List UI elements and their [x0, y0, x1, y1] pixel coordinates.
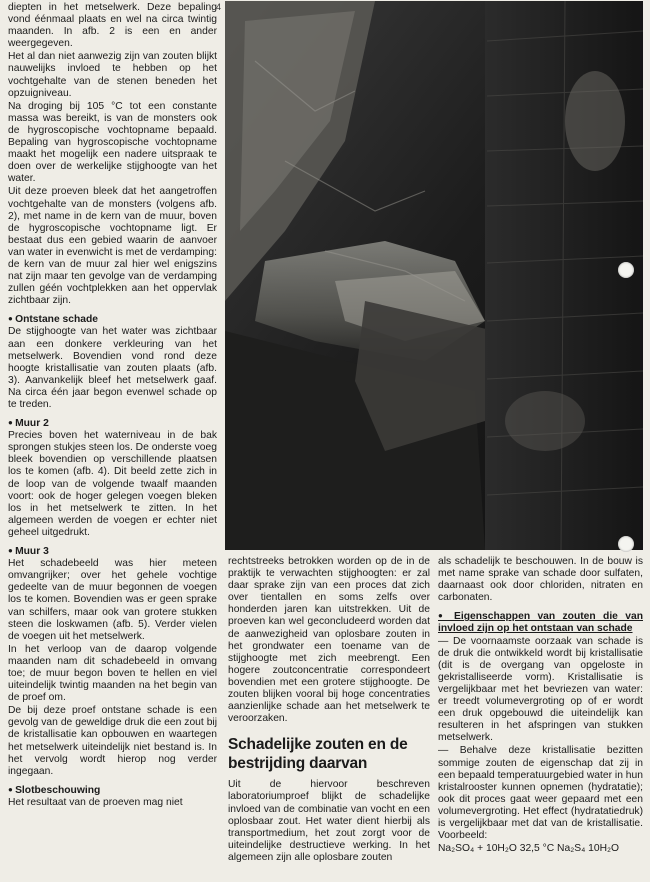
intro-paragraph-3: Na droging bij 105 °C tot een constante massa was bereikt, is van de monsters ook de hygroscopische vochtopname bepaald. Bepaling van hygroscopische vochtopname maakt het mogelijk een nadere uitspraak te doen over de werkelijke stijghoogte van het water. — [8, 100, 217, 185]
right-paragraph-1: als schadelijk te beschouwen. In de bouw is met name sprake van schade door sulfaten, daarnaast ook door chloriden, nitraten en carbonaten. — [438, 556, 643, 604]
middle-paragraph-1: rechtstreeks betrokken worden op de in de praktijk te verwachten stijghoogten: er zal daar sprake zijn van een proces dat zich over tientallen en soms zelfs over honderden jaren kan uitstrekken. Uit de proeven kan wel geconcludeerd worden dat de aanwezigheid van oplosbare zouten in het grondwater een toename van de stijghoogte met zich meebrengt. Een hogere zoutconcentratie correspondeert bovendien met een grotere stijghoogte. De zouten blijken vooral bij hoge concentraties aanzienlijke schade aan het metselwerk te veroorzaken. — [228, 556, 430, 725]
slotbeschouwing-paragraph: Het resultaat van de proeven mag niet — [8, 796, 183, 808]
heading-eigenschappen: ● Eigenschappen van zouten die van invloed zijn op het ontstaan van schade — [438, 610, 643, 635]
intro-paragraph-4: Uit deze proeven bleek dat het aangetroffen vochtgehalte van de monsters (volgens afb. 2), met name in de kern van de muur, boven de hygroscopische vochtopname ligt. Er bestaat dus een gebied waarin de aanvoer van water in evenwicht is met de verdamping: de kern van de muur zal hier wel enigszins nat zijn maar ten gevolge van de verdamping zullen géén vochtplekken aan het oppervlak zichtbaar zijn. — [8, 186, 217, 307]
intro-paragraph-2: Het al dan niet aanwezig zijn van zouten blijkt nauwelijks invloed te hebben op het vochtgehalte van de stenen beneden het opzuigniveau. — [8, 51, 217, 99]
punch-hole — [618, 262, 634, 278]
right-column — [438, 556, 643, 856]
heading-ontstane-schade: ● Ontstane schade — [8, 313, 217, 326]
muur-3-paragraph-2: In het verloop van de daarop volgende maanden nam dit schadebeeld in omvang toe; de muur begon boven te hellen en viel uiteindelijk twintig maanden na het begin van de proef om. — [8, 643, 217, 704]
ontstane-schade-paragraph: De stijghoogte van het water was zichtbaar aan een donkere verkleuring van het metselwerk. Bovendien vond rond deze hoogte kristallisatie van zouten plaats (afb. 3). Aanvankelijk bleef het metselwerk gaaf. Na circa één jaar begon evenwel schade op te treden. — [8, 326, 217, 410]
hydration-formula: Na₂SO₄ + 10H₂O 32,5 °C Na₂S₄ 10H₂O — [438, 843, 620, 855]
muur-3-paragraph-1: Het schadebeeld was hier meteen omvangrijker; over het gehele vochtige gedeelte van de muur begonnen de voegen los te komen. Bovendien was er geen sprake van schilfers, maar ook van grotere stukken steen die loskwamen (afb. 5). Verder vielen de voegen uit het metselwerk. — [8, 558, 217, 642]
muur-3-paragraph-3: De bij deze proef ontstane schade is een gevolg van de geweldige druk die een zout bij de kristallisatie kan opbouwen en waartegen het metselwerk uiteindelijk niet bestand is. In het vervolg wordt hierop nog verder ingegaan. — [8, 705, 217, 777]
heading-muur-3: ● Muur 3 — [8, 545, 217, 558]
punch-hole — [618, 536, 634, 552]
photo-graphic — [225, 1, 643, 550]
middle-column — [228, 556, 430, 865]
heading-slotbeschouwing: ● Slotbeschouwing — [8, 784, 217, 797]
right-paragraph-3: — Behalve deze kristallisatie bezitten sommige zouten de eigenschap dat zij in een bepaald temperatuurgebied water in hun kristalrooster kunnen opnemen (hydratatie); ook dit proces gaat weer gepaard met een volumevergroting. Het effect (hydratatiedruk) is vergelijkbaar met dat van de kristallisatie. Voorbeeld: — [438, 745, 643, 842]
page-marker: 4 — [216, 2, 222, 12]
middle-paragraph-2: Uit de hiervoor beschreven laboratoriumproef blijkt de schadelijke invloed van de combinatie van vocht en een oplosbaar zout. Het water dient hierbij als transportmedium, het zout zorgt voor de uiteindelijke destructieve werking. In het algemeen zijn alle oplosbare zouten — [228, 779, 430, 863]
left-column — [8, 2, 217, 810]
section-heading: Schadelijke zouten en de bestrijding daarvan — [228, 736, 408, 773]
heading-muur-2: ● Muur 2 — [8, 417, 217, 430]
right-paragraph-2: — De voornaamste oorzaak van schade is de druk die ontwikkeld wordt bij kristallisatie (dit is de overgang van opgeloste in gekristalliseerde vorm). Kristallisatie is vergelijkbaar met het bevriezen van water: er treedt volumevergroting op of er wordt een druk opgebouwd die uiteindelijk kan resulteren in het afspringen van stukken metselwerk. — [438, 635, 643, 744]
muur-2-paragraph: Precies boven het waterniveau in de bak sprongen stukjes steen los. De onderste voeg bleek bovendien op verschillende plaatsen los te komen (afb. 4). Dit beeld zette zich in de loop van de volgende twaalf maanden voort: ook de hoger gelegen voegen bleken los in het metselwerk te zitten. In het algemeen werden de voegen er echter niet geheel uitgedrukt. — [8, 430, 217, 538]
intro-paragraph-1: diepten in het metselwerk. Deze bepaling vond éénmaal plaats en wel na circa twintig maanden. In afb. 2 is een en ander weergegeven. — [8, 2, 217, 50]
brick-wall-photo — [225, 1, 643, 550]
